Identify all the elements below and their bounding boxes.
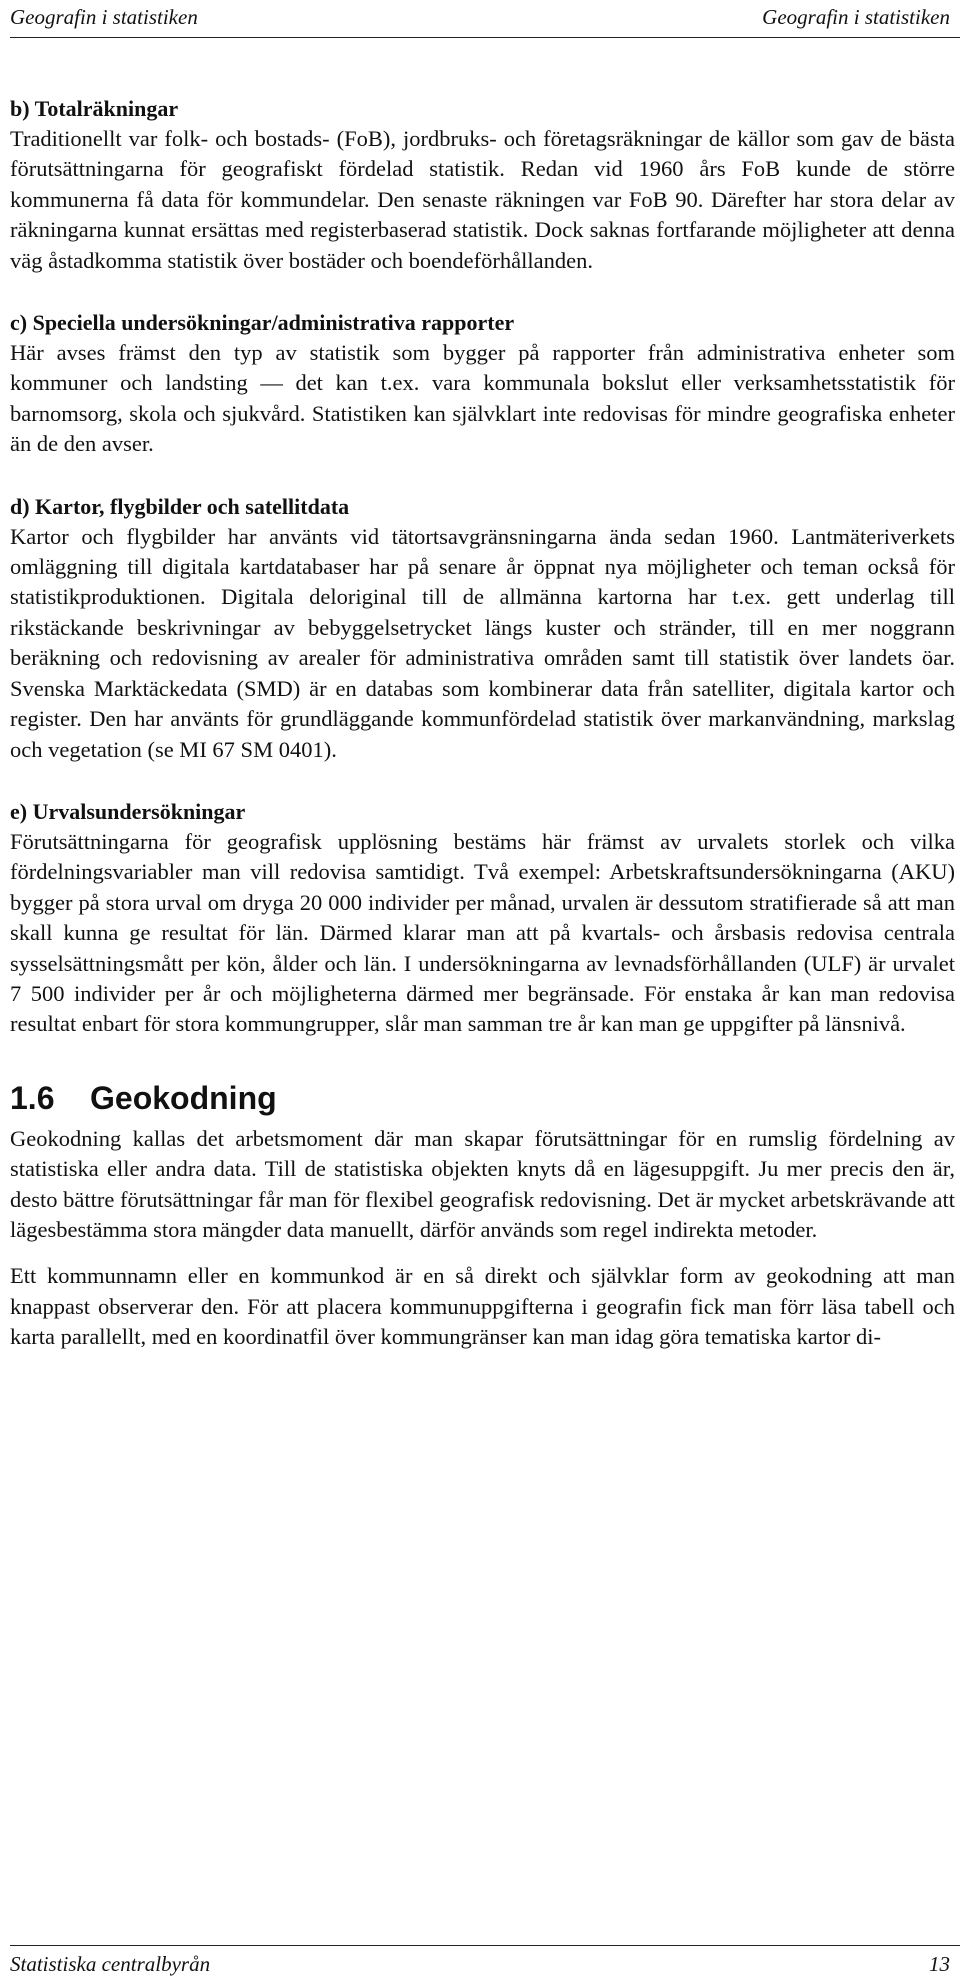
footer-publisher: Statistiska centralbyrån [10, 1952, 211, 1976]
header-left: Geografin i statistiken [10, 4, 198, 29]
section-speciella-undersokningar [10, 308, 955, 460]
chapter-heading [10, 1078, 955, 1118]
section-title: c) Speciella undersökningar/administrativa rapporter [10, 310, 515, 336]
running-footer [10, 1952, 950, 1977]
section-urvalsundersokningar [10, 797, 955, 1040]
paragraph: Förutsättningarna för geografisk upplösning bestäms här främst av urvalets storlek och vilka fördelningsvariabler man vill redovisa samtidigt. Två exempel: Arbetskraftsundersökningarna (AKU) bygger på stora urval om dryga 20 000 individer per månad, urvalen är dessutom stratifierade så att man skall kunna ge resultat för län. Därmed klarar man att på kvartals- och årsbasis redovisa centrala sysselsättningsmått per kön, ålder och län. I undersökningarna av levnadsförhållanden (ULF) är urvalet 7 500 individer per år och möjligheterna därmed mer begränsade. För enstaka år kan man redovisa resultat enbart för stora kommungrupper, slår man samman tre år kan man ge uppgifter på länsnivå. [10, 828, 955, 1037]
header-right: Geografin i statistiken [762, 4, 950, 29]
section-title: e) Urvalsundersökningar [10, 798, 246, 824]
header-rule [10, 37, 960, 38]
chapter-number: 1.6 [10, 1079, 55, 1116]
chapter-title: Geokodning [90, 1079, 277, 1116]
footer-rule [10, 1945, 960, 1946]
running-header [10, 2, 950, 32]
section-totalrakningar [10, 94, 955, 276]
paragraph: Traditionellt var folk- och bostads- (FoB), jordbruks- och företagsräkningar de källor som gav de bästa förutsättningarna för geografiskt fördelad statistik. Redan vid 1960 års FoB kunde de större kommunerna få data för kommundelar. Den senaste räkningen var FoB 90. Därefter har stora delar av räkningarna kunnat ersättas med registerbaserad statistik. Dock saknas fortfarande möjligheter att denna väg åstadkomma statistik över bostäder och boendeförhållanden. [10, 126, 955, 273]
section-title: b) Totalräkningar [10, 96, 179, 121]
paragraph: Här avses främst den typ av statistik som bygger på rapporter från administrativa enheter som kommuner och landsting — det kan t.ex. vara kommunala bokslut eller verksamhetsstatistik för barnomsorg, skola och sjukvård. Statistiken kan självklart inte redovisas för mindre geografiska enheter än de den avser. [10, 340, 955, 457]
paragraph: Geokodning kallas det arbetsmoment där man skapar förutsättningar för en rumslig fördelning av statistiska eller andra data. Till de statistiska objekten knyts då en lägesuppgift. Ju mer precis den är, desto bättre förutsättningar får man för flexibel geografisk redovisning. Det är mycket arbetskrävande att lägesbestämma stora mängder data manuellt, därför används som regel indirekta metoder. [10, 1125, 955, 1242]
page-content [10, 94, 955, 1353]
paragraph: Ett kommunnamn eller en kommunkod är en så direkt och självklar form av geokodning att man knappast observerar den. För att placera kommunuppgifterna i geografin fick man förr läsa tabell och karta parallellt, med en koordinatfil över kommungränser kan man idag göra tematiska kartor di- [10, 1263, 955, 1350]
paragraph: Kartor och flygbilder har använts vid tätortsavgränsningarna ända sedan 1960. Lantmäteriverkets omläggning till digitala kartdatabaser har på senare år öppnat nya möjligheter och teman också för statistikproduktionen. Digitala deloriginal till de allmänna kartorna har t.ex. gett underlag till rikstäckande beskrivningar av bebyggelsetrycket längs kuster och stränder, till en mer noggrann beräkning och redovisning av arealer för administrativa områden samt till statistik över landets öar. Svenska Marktäckedata (SMD) är en databas som kombinerar data från satelliter, digitala kartor och register. Den har använts för grundläggande kommunfördelad statistik över markanvändning, markslag och vegetation (se MI 67 SM 0401). [10, 523, 955, 762]
section-title: d) Kartor, flygbilder och satellitdata [10, 493, 350, 519]
page-number: 13 [929, 1952, 950, 1976]
section-kartor-flygbilder [10, 492, 955, 765]
